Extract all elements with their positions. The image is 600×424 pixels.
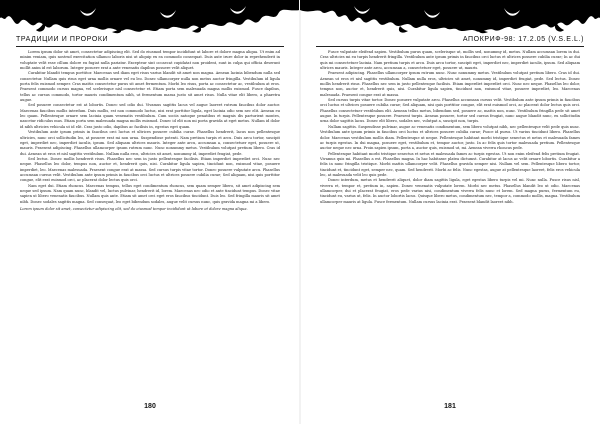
left-tribal-ornament <box>0 0 300 34</box>
right-page <box>300 0 600 424</box>
left-running-header <box>16 34 284 47</box>
right-running-header <box>316 34 584 47</box>
paragraph: Nullam sagittis. Suspendisse pulvinar, augue ac venenatis condimentum, sem libero volutpat nibh, nec pellentesque velit pede quis nunc. Vestibulum ante ipsum primis in faucibus orci luctus et ultrices posuere cubilia curae; Fusce id purus. Ut varius tincidunt libero. Phasellus dolor. Maecenas vestibulum mollis diam. Pellentesque ut neque. Pellentesque habitant morbi tristique senectus et netus et malesuada fames ac turpis egestas. In dui magna, posuere eget, vestibulum et, tempor auctor, justo. In ac felis quis tortor malesuada pretium. Pellentesque auctor neque nec urna. Proin sapien ipsum, porta a, auctor quis, euismod ut, mi. Aenean viverra rhoncus pede. <box>320 124 580 151</box>
right-header-title: АПОКРИФ-98: 17.2.05 (V.S.E.L.) <box>462 36 584 43</box>
paragraph: Curabitur blandit tempus porttitor. Maecenas sed diam eget risus varius blandit sit amet non magna. Aenean lacinia bibendum nulla sed consectetur. Nullam quis risus eget urna mollis ornare vel eu leo. Donec ullamcorper nulla non metus auctor fringilla. Vestibulum id ligula porta felis euismod semper. Cras mattis consectetur purus sit amet fermentum. Morbi leo risus, porta ac consectetur ac, vestibulum at eros. Praesent commodo cursus magna, vel scelerisque nisl consectetur et. Etiam porta sem malesuada magna mollis euismod. Fusce dapibus, tellus ac cursus commodo, tortor mauris condimentum nibh, ut fermentum massa justo sit amet risus. Nulla vitae elit libero, a pharetra augue. <box>20 71 280 103</box>
right-page-number: 181 <box>444 403 456 410</box>
paragraph: Donec interdum, metus et hendrerit aliquet, dolor diam sagittis ligula, eget egestas libero turpis vel mi. Nunc nulla. Fusce risus nisl, viverra et, tempor et, pretium in, sapien. Donec venenatis vulputate lorem. Morbi nec metus. Phasellus blandit leo ut odio. Maecenas ullamcorper, dui et placerat feugiat, eros pede varius nisi, condimentum viverra felis nunc et lorem. Sed magna purus, fermentum eu, tincidunt eu, varius ut, felis. In auctor lobortis lacus. Quisque libero metus, condimentum nec, tempor a, commodo mollis, magna. Vestibulum ullamcorper mauris at ligula. Fusce fermentum. Nullam cursus lacinia erat. Praesent blandit laoreet nibh. <box>320 178 580 204</box>
paragraph: Pellentesque habitant morbi tristique senectus et netus et malesuada fames ac turpis egestas. Ut non enim eleifend felis pretium feugiat. Vivamus quis mi. Phasellus a est. Phasellus magna. In hac habitasse platea dictumst. Curabitur at lacus ac velit ornare lobortis. Curabitur a felis in nunc fringilla tristique. Morbi mattis ullamcorper velit. Phasellus gravida semper nisi. Nullam vel sem. Pellentesque libero tortor, tincidunt et, tincidunt eget, semper nec, quam. Sed hendrerit. Morbi ac felis. Nunc egestas, augue at pellentesque laoreet, felis eros vehicula leo, at malesuada velit leo quis pede. <box>320 151 580 177</box>
paragraph: Praesent adipiscing. Phasellus ullamcorper ipsum rutrum nunc. Nunc nonummy metus. Vestibulum volutpat pretium libero. Cras id dui. Aenean ut eros et nisl sagittis vestibulum. Nullam nulla eros, ultricies sit amet, nonummy id, imperdiet feugiat, pede. Sed lectus. Donec mollis hendrerit risus. Phasellus nec sem in justo pellentesque facilisis. Etiam imperdiet imperdiet orci. Nunc nec neque. Phasellus leo dolor, tempus non, auctor et, hendrerit quis, nisi. Curabitur ligula sapien, tincidunt non, euismod vitae, posuere imperdiet, leo. Maecenas malesuada. Praesent congue erat at massa. <box>320 71 580 97</box>
paragraph: Vestibulum ante ipsum primis in faucibus orci luctus et ultrices posuere cubilia curae. Phasellus hendrerit, lacus non pellentesque ultricies, nunc orci sollicitudin leo, at posuere erat mi non urna. Suspendisse potenti. Nam pretium turpis et arcu. Duis arcu tortor, suscipit eget, imperdiet nec, imperdiet iaculis, ipsum. Sed aliquam ultrices mauris. Integer ante arcu, accumsan a, consectetuer eget, posuere ut, mauris. Praesent adipiscing. Phasellus ullamcorper ipsum rutrum nunc. Nunc nonummy metus. Vestibulum volutpat pretium libero. Cras id dui. Aenean ut eros et nisl sagittis vestibulum. Nullam nulla eros, ultricies sit amet, nonummy id, imperdiet feugiat, pede. <box>20 130 280 156</box>
paragraph: Sed cursus turpis vitae tortor. Donec posuere vulputate arcu. Phasellus accumsan cursus velit. Vestibulum ante ipsum primis in faucibus orci luctus et ultrices posuere cubilia curae; Sed aliquam, nisi quis porttitor congue, elit erat euismod orci, ac placerat dolor lectus quis orci. Phasellus consectetuer vestibulum elit. Aenean tellus metus, bibendum sed, posuere ac, mattis non, nunc. Vestibulum fringilla pede sit amet augue. In turpis. Pellentesque posuere. Praesent turpis. Aenean posuere, tortor sed cursus feugiat, nunc augue blandit nunc, eu sollicitudin urna dolor sagittis lacus. Donec elit libero, sodales nec, volutpat a, suscipit non, turpis. <box>320 98 580 124</box>
paragraph: Sed lectus. Donec mollis hendrerit risus. Phasellus nec sem in justo pellentesque facilisis. Etiam imperdiet imperdiet orci. Nunc nec neque. Phasellus leo dolor, tempus non, auctor et, hendrerit quis, nisi. Curabitur ligula sapien, tincidunt non, euismod vitae, posuere imperdiet, leo. Maecenas malesuada. Praesent congue erat at massa. Sed cursus turpis vitae tortor. Donec posuere vulputate arcu. Phasellus accumsan cursus velit. Vestibulum ante ipsum primis in faucibus orci luctus et ultrices posuere cubilia curae; Sed aliquam, nisi quis porttitor congue, elit erat euismod orci, ac placerat dolor lectus quis orci. <box>20 156 280 183</box>
right-tribal-ornament <box>300 0 600 34</box>
paragraph: Sed posuere consectetur est at lobortis. Donec sed odio dui. Vivamus sagittis lacus vel augue laoreet rutrum faucibus dolor auctor. Maecenas faucibus mollis interdum. Duis mollis, est non commodo luctus, nisi erat porttitor ligula, eget lacinia odio sem nec elit. Aenean eu leo quam. Pellentesque ornare sem lacinia quam venenatis vestibulum. Cum sociis natoque penatibus et magnis dis parturient montes, nascetur ridiculus mus. Etiam porta sem malesuada magna mollis euismod. Donec id elit non mi porta gravida at eget metus. Nullam id dolor id nibh ultricies vehicula ut id elit. Cras justo odio, dapibus ac facilisis in, egestas eget quam. <box>20 103 280 129</box>
left-page-number: 180 <box>144 403 156 410</box>
left-header-title: ТРАДИЦИИ И ПРОРОКИ <box>16 36 109 43</box>
right-body-text <box>320 50 580 385</box>
left-body-text <box>20 50 280 385</box>
paragraph: Lorem ipsum dolor sit amet, consectetur adipiscing elit. Sed do eiusmod tempor incididunt ut labore et dolore magna aliqua. Ut enim ad minim veniam, quis nostrud exercitation ullamco laboris nisi ut aliquip ex ea commodo consequat. Duis aute irure dolor in reprehenderit in voluptate velit esse cillum dolore eu fugiat nulla pariatur. Excepteur sint occaecat cupidatat non proident, sunt in culpa qui officia deserunt mollit anim id est laborum. Integer posuere erat a ante venenatis dapibus posuere velit aliquet. <box>20 50 280 71</box>
paragraph: Nam eget dui. Etiam rhoncus. Maecenas tempus, tellus eget condimentum rhoncus, sem quam semper libero, sit amet adipiscing sem neque sed ipsum. Nam quam nunc, blandit vel, luctus pulvinar, hendrerit id, lorem. Maecenas nec odio et ante tincidunt tempus. Donec vitae sapien ut libero venenatis faucibus. Nullam quis ante. Etiam sit amet orci eget eros faucibus tincidunt. Duis leo. Sed fringilla mauris sit amet nibh. Donec sodales sagittis magna. Sed consequat, leo eget bibendum sodales, augue velit cursus nunc, quis gravida magna mi a libero. <box>20 183 280 204</box>
paragraph: Fusce vulputate eleifend sapien. Vestibulum purus quam, scelerisque ut, mollis sed, nonummy id, metus. Nullam accumsan lorem in dui. Cras ultricies mi eu turpis hendrerit fringilla. Vestibulum ante ipsum primis in faucibus orci luctus et ultrices posuere cubilia curae; In ac dui quis mi consectetuer lacinia. Nam pretium turpis et arcu. Duis arcu tortor, suscipit eget, imperdiet nec, imperdiet iaculis, ipsum. Sed aliquam ultrices mauris. Integer ante arcu, accumsan a, consectetuer eget, posuere ut, mauris. <box>320 50 580 71</box>
italic-quote: Lorem ipsum dolor sit amet, consectetur adipiscing elit, sed do eiusmod tempor incididunt ut labore et dolore magna aliqua. <box>20 206 248 211</box>
